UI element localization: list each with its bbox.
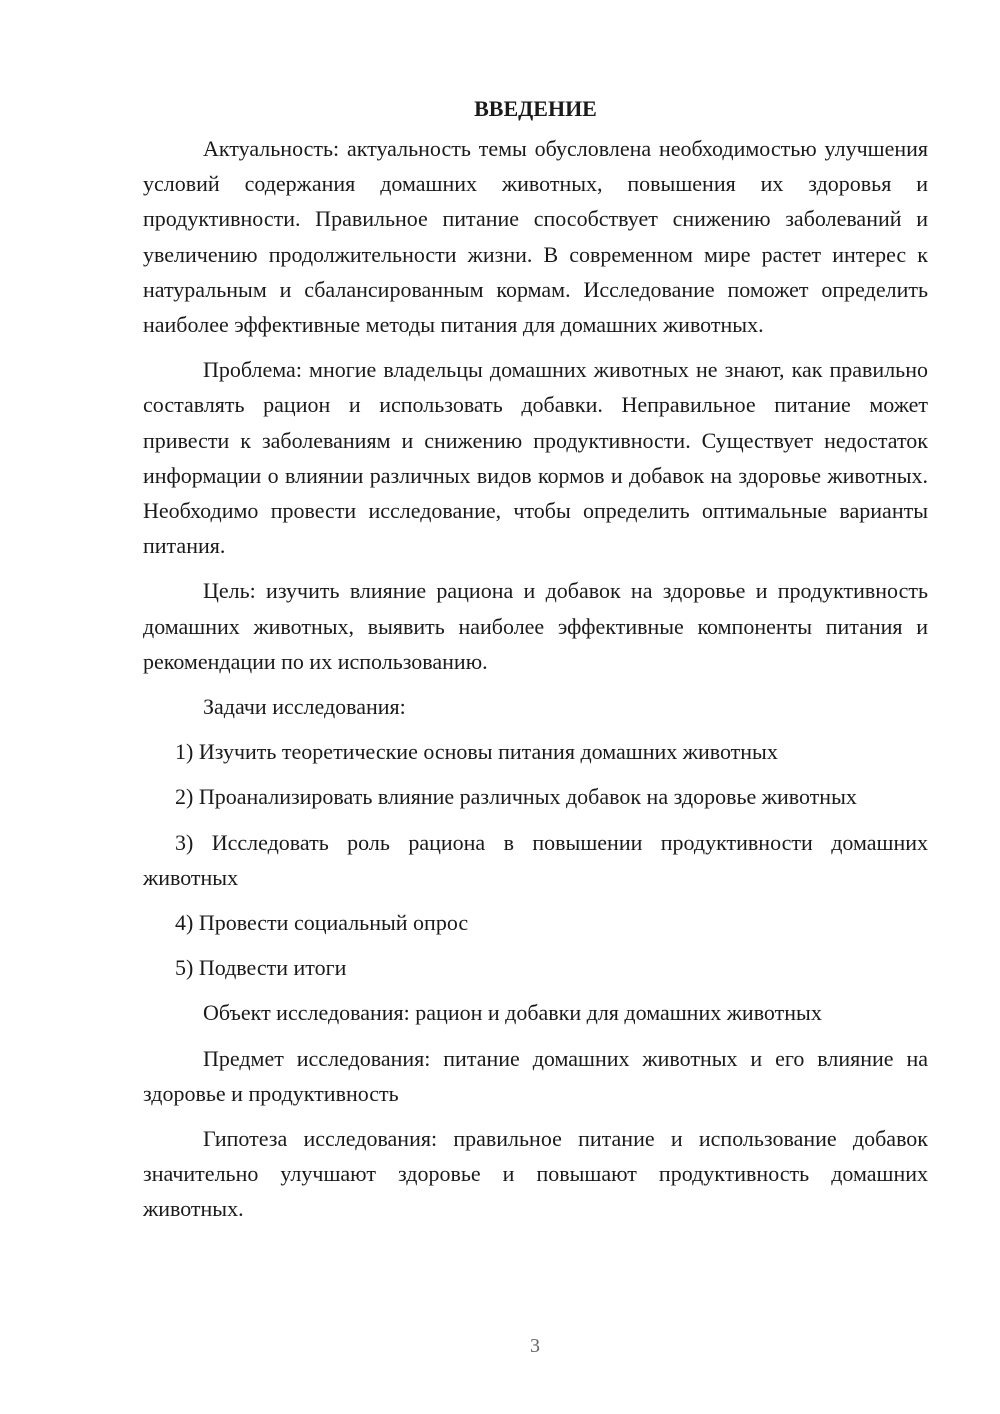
paragraph-goal: Цель: изучить влияние рациона и добавок на здоровье и продуктивность домашних животных, выявить наиболее эффективные компоненты питания и рекомендации по их использованию. <box>143 578 928 674</box>
task-item-1: 1) Изучить теоретические основы питания домашних животных <box>175 739 778 765</box>
paragraph-problem: Проблема: многие владельцы домашних животных не знают, как правильно составлять рацион и использовать добавки. Неправильное питание может привести к заболеваниям и снижению продуктивности. Существует недостаток информации о влиянии различных видов кормов и добавок на здоровье животных. Необходимо провести исследование, чтобы определить оптимальные варианты питания. <box>143 357 928 559</box>
tasks-heading: Задачи исследования: <box>203 694 406 720</box>
paragraph-subject: Предмет исследования: питание домашних животных и его влияние на здоровье и продуктивность <box>143 1045 928 1106</box>
task-item-3: 3) Исследовать роль рациона в повышении продуктивности домашних животных <box>143 829 928 890</box>
page-title: ВВЕДЕНИЕ <box>474 96 597 121</box>
paragraph-object: Объект исследования: рацион и добавки для домашних животных <box>203 1000 822 1026</box>
paragraph-relevance: Актуальность: актуальность темы обусловлена необходимостью улучшения условий содержания домашних животных, повышения их здоровья и продуктивности. Правильное питание способствует снижению заболеваний и увеличению продолжительности жизни. В современном мире растет интерес к натуральным и сбалансированным кормам. Исследование поможет определить наиболее эффективные методы питания для домашних животных. <box>143 136 928 338</box>
paragraph-hypothesis: Гипотеза исследования: правильное питание и использование добавок значительно улучшают здоровье и повышают продуктивность домашних животных. <box>143 1126 928 1222</box>
task-item-4: 4) Провести социальный опрос <box>175 910 469 936</box>
page-content <box>143 92 928 1237</box>
page-number: 3 <box>530 1335 540 1357</box>
task-item-2: 2) Проанализировать влияние различных добавок на здоровье животных <box>175 784 857 810</box>
task-item-5: 5) Подвести итоги <box>175 955 347 981</box>
